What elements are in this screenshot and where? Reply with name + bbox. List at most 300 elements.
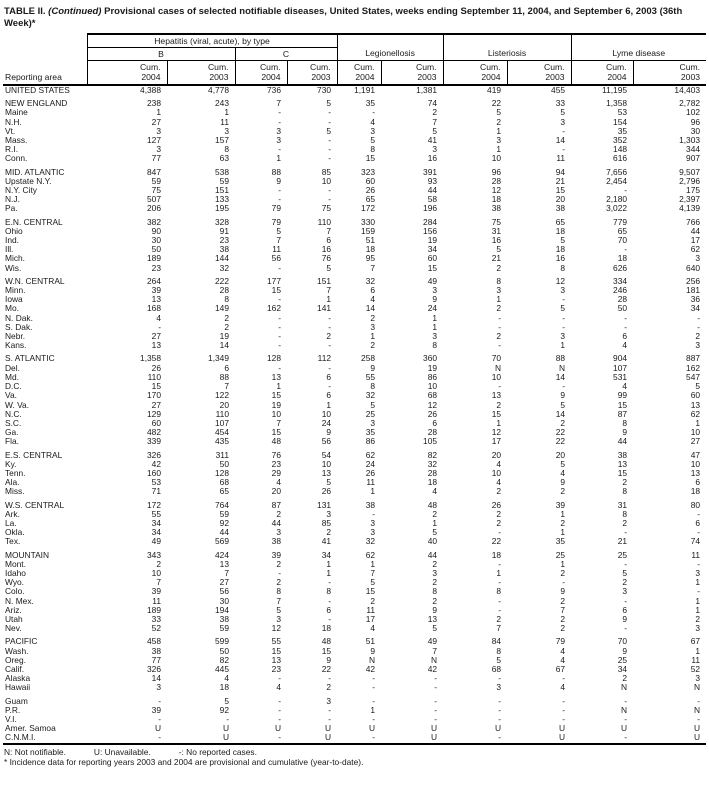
value-cell: 25 bbox=[617, 654, 628, 665]
value-cell: 12 bbox=[271, 623, 281, 634]
value-cell: 3 bbox=[560, 285, 566, 296]
value-cell: 11 bbox=[556, 153, 566, 164]
table-row bbox=[3, 428, 706, 437]
value-cell: - bbox=[278, 695, 281, 706]
value-cell: 5 bbox=[432, 527, 438, 538]
value-cell: 2,180 bbox=[606, 194, 628, 205]
value-cell: 4 bbox=[432, 486, 438, 497]
reporting-area-cell: La. bbox=[5, 517, 17, 528]
value-cell: 27 bbox=[151, 331, 161, 342]
reporting-area-cell: Ky. bbox=[5, 458, 17, 469]
table-row bbox=[3, 624, 706, 633]
value-cell: - bbox=[562, 673, 566, 684]
value-cell: 25 bbox=[555, 549, 566, 560]
table-row bbox=[3, 195, 706, 204]
reporting-area-cell: Ala. bbox=[5, 477, 20, 488]
value-cell: 168 bbox=[147, 303, 161, 314]
reporting-area-cell: UNITED STATES bbox=[5, 85, 70, 95]
reporting-area-cell: Iowa bbox=[5, 294, 23, 305]
value-cell: 2 bbox=[326, 331, 332, 342]
table-row bbox=[3, 615, 706, 624]
value-cell: 59 bbox=[219, 508, 229, 519]
value-cell: 11 bbox=[152, 595, 161, 606]
value-cell: 14 bbox=[219, 340, 229, 351]
value-cell: 92 bbox=[219, 704, 229, 715]
value-cell: 2 bbox=[560, 567, 566, 578]
legend-no-reported-cases: -: No reported cases. bbox=[178, 746, 257, 757]
value-cell: 15 bbox=[271, 390, 281, 401]
value-cell: 31 bbox=[491, 225, 502, 236]
value-cell: 15 bbox=[365, 153, 376, 164]
value-cell: 42 bbox=[151, 458, 161, 469]
value-cell: 538 bbox=[215, 166, 229, 177]
value-cell: 17 bbox=[491, 436, 502, 447]
table-row bbox=[3, 733, 706, 743]
value-cell: 3 bbox=[432, 567, 438, 578]
value-cell: 56 bbox=[271, 253, 281, 264]
table-row bbox=[3, 637, 706, 646]
value-cell: 2 bbox=[695, 331, 701, 342]
value-cell: 3 bbox=[156, 144, 161, 155]
value-cell: - bbox=[562, 144, 566, 155]
value-cell: 2 bbox=[496, 517, 502, 528]
value-cell: 32 bbox=[219, 262, 229, 273]
value-cell: 70 bbox=[617, 235, 628, 246]
table-row bbox=[3, 382, 706, 391]
reporting-area-cell: Mass. bbox=[5, 135, 28, 146]
value-cell: 507 bbox=[147, 194, 161, 205]
value-cell: 6 bbox=[326, 235, 332, 246]
reporting-area-cell: Tex. bbox=[5, 536, 21, 547]
reporting-area-cell: D.C. bbox=[5, 381, 22, 392]
value-cell: 5 bbox=[560, 303, 566, 314]
value-cell: 10 bbox=[321, 175, 332, 186]
value-cell: - bbox=[434, 673, 438, 684]
value-cell: - bbox=[624, 527, 628, 538]
value-cell: 13 bbox=[151, 340, 161, 351]
table-row bbox=[3, 227, 706, 236]
value-cell: 26 bbox=[151, 362, 161, 373]
value-cell: 84 bbox=[491, 636, 502, 647]
value-cell: 531 bbox=[613, 371, 628, 382]
value-cell: 2 bbox=[496, 486, 502, 497]
value-cell: 4 bbox=[276, 682, 281, 693]
value-cell: 599 bbox=[215, 636, 229, 647]
value-cell: 12 bbox=[427, 399, 438, 410]
value-cell: 23 bbox=[271, 458, 281, 469]
value-cell: 20 bbox=[219, 399, 229, 410]
reporting-area-cell: Ark. bbox=[5, 508, 20, 519]
value-cell: 18 bbox=[555, 225, 566, 236]
value-cell: 68 bbox=[427, 390, 438, 401]
column-header-cum-2004: Cum. 2004 bbox=[337, 61, 381, 86]
value-cell: 24 bbox=[365, 458, 376, 469]
value-cell: 85 bbox=[321, 517, 332, 528]
column-header-cum-2004: Cum. 2004 bbox=[571, 61, 633, 86]
value-cell: - bbox=[278, 116, 281, 127]
value-cell: - bbox=[278, 340, 281, 351]
value-cell: 344 bbox=[686, 144, 701, 155]
value-cell: 11 bbox=[366, 604, 376, 615]
value-cell: - bbox=[328, 107, 332, 118]
value-cell: 13 bbox=[427, 613, 438, 624]
value-cell: 10 bbox=[690, 427, 701, 438]
column-header-cum-2003: Cum. 2003 bbox=[287, 61, 337, 86]
reporting-area-cell: PACIFIC bbox=[5, 636, 38, 647]
value-cell: 13 bbox=[690, 399, 701, 410]
value-cell: - bbox=[697, 558, 701, 569]
table-row bbox=[3, 401, 706, 410]
value-cell: 38 bbox=[151, 645, 161, 656]
value-cell: 5 bbox=[276, 604, 281, 615]
table-row bbox=[3, 99, 706, 108]
value-cell: 48 bbox=[427, 499, 438, 510]
value-cell: 5 bbox=[326, 477, 332, 488]
value-cell: U bbox=[693, 723, 701, 734]
value-cell: 12 bbox=[491, 185, 502, 196]
value-cell: 44 bbox=[690, 225, 701, 236]
value-cell: - bbox=[697, 714, 701, 724]
value-cell: 1 bbox=[224, 107, 229, 118]
value-cell: 79 bbox=[271, 216, 281, 227]
incidence-footnote: * Incidence data for reporting years 2003 and 2004 are provisional and cumulative (year-to-date). bbox=[4, 756, 364, 767]
value-cell: - bbox=[328, 185, 332, 196]
value-cell: 3 bbox=[276, 613, 281, 624]
value-cell: 2 bbox=[622, 577, 628, 588]
value-cell: 9 bbox=[622, 427, 628, 438]
value-cell: 14 bbox=[555, 135, 566, 146]
value-cell: - bbox=[624, 732, 628, 743]
value-cell: 1 bbox=[560, 527, 566, 538]
value-cell: 9 bbox=[370, 362, 376, 373]
table-row bbox=[3, 578, 706, 587]
value-cell: 11 bbox=[691, 654, 701, 665]
value-cell: 1 bbox=[370, 486, 376, 497]
reporting-area-cell: V.I. bbox=[5, 714, 17, 724]
value-cell: 4 bbox=[560, 467, 566, 478]
value-cell: 28 bbox=[427, 467, 438, 478]
value-cell: 18 bbox=[321, 623, 332, 634]
value-cell: - bbox=[372, 682, 376, 693]
value-cell: 94 bbox=[555, 166, 566, 177]
value-cell: 1 bbox=[432, 312, 438, 323]
table-row bbox=[3, 254, 706, 263]
value-cell: 455 bbox=[551, 85, 566, 95]
value-cell: 30 bbox=[690, 125, 701, 136]
value-cell: 1,381 bbox=[416, 85, 438, 95]
value-cell: 7 bbox=[276, 98, 281, 109]
value-cell: 14,403 bbox=[674, 85, 701, 95]
value-cell: 13 bbox=[321, 467, 332, 478]
value-cell: 1 bbox=[496, 144, 502, 155]
value-cell: 3 bbox=[326, 508, 332, 519]
value-cell: 71 bbox=[151, 486, 161, 497]
value-cell: 99 bbox=[617, 390, 628, 401]
value-cell: 23 bbox=[271, 663, 281, 674]
value-cell: 52 bbox=[151, 623, 161, 634]
value-cell: 3 bbox=[560, 331, 566, 342]
table-row bbox=[3, 437, 706, 446]
value-cell: N bbox=[558, 362, 566, 373]
value-cell: 96 bbox=[491, 166, 502, 177]
value-cell: 170 bbox=[147, 390, 161, 401]
value-cell: 2 bbox=[496, 262, 502, 273]
table-row bbox=[3, 391, 706, 400]
value-cell: 2 bbox=[432, 107, 438, 118]
value-cell: 30 bbox=[219, 595, 229, 606]
value-cell: 2 bbox=[622, 517, 628, 528]
value-cell: 2 bbox=[224, 312, 229, 323]
value-cell: 8 bbox=[496, 645, 502, 656]
value-cell: 156 bbox=[423, 225, 438, 236]
value-cell: 6 bbox=[326, 390, 332, 401]
value-cell: U bbox=[620, 723, 628, 734]
value-cell: 34 bbox=[427, 244, 438, 255]
value-cell: 435 bbox=[215, 436, 229, 447]
table-row bbox=[3, 724, 706, 733]
value-cell: 110 bbox=[317, 216, 332, 227]
value-cell: 4 bbox=[224, 673, 229, 684]
value-cell: 10 bbox=[491, 371, 502, 382]
value-cell: 454 bbox=[215, 427, 229, 438]
value-cell: 157 bbox=[215, 135, 229, 146]
table-row bbox=[3, 469, 706, 478]
value-cell: - bbox=[624, 623, 628, 634]
table-row bbox=[3, 332, 706, 341]
value-cell: 8 bbox=[560, 262, 566, 273]
table-row bbox=[3, 304, 706, 313]
value-cell: - bbox=[278, 294, 281, 305]
value-cell: 9 bbox=[326, 654, 332, 665]
value-cell: U bbox=[368, 723, 376, 734]
value-cell: 8 bbox=[432, 586, 438, 597]
value-cell: U bbox=[430, 723, 438, 734]
value-cell: 3 bbox=[695, 253, 701, 264]
value-cell: 32 bbox=[365, 536, 376, 547]
value-cell: 6 bbox=[326, 371, 332, 382]
value-cell: 80 bbox=[690, 499, 701, 510]
value-cell: 9 bbox=[622, 645, 628, 656]
value-cell: 9 bbox=[622, 613, 628, 624]
value-cell: 5 bbox=[326, 125, 332, 136]
reporting-area-cell: Wash. bbox=[5, 645, 29, 656]
value-cell: 110 bbox=[215, 408, 229, 419]
value-cell: - bbox=[498, 732, 502, 743]
value-cell: 7 bbox=[224, 381, 229, 392]
value-cell: 326 bbox=[147, 663, 161, 674]
value-cell: 3 bbox=[276, 135, 281, 146]
table-footer bbox=[4, 747, 705, 767]
value-cell: 352 bbox=[613, 135, 628, 146]
reporting-area-cell: Mich. bbox=[5, 253, 26, 264]
value-cell: 5 bbox=[276, 225, 281, 236]
notifiable-diseases-table bbox=[3, 33, 706, 745]
value-cell: 1 bbox=[695, 577, 701, 588]
value-cell: 63 bbox=[219, 153, 229, 164]
value-cell: 10 bbox=[491, 467, 502, 478]
value-cell: 23 bbox=[219, 235, 229, 246]
value-cell: 328 bbox=[215, 216, 229, 227]
table-row bbox=[3, 286, 706, 295]
value-cell: 11 bbox=[691, 549, 701, 560]
table-row bbox=[3, 451, 706, 460]
table-row bbox=[3, 656, 706, 665]
value-cell: 189 bbox=[147, 604, 161, 615]
value-cell: 256 bbox=[686, 275, 701, 286]
table-row bbox=[3, 118, 706, 127]
value-cell: 730 bbox=[317, 85, 332, 95]
value-cell: 458 bbox=[147, 636, 161, 647]
reporting-area-cell: Idaho bbox=[5, 567, 26, 578]
value-cell: N bbox=[368, 654, 376, 665]
value-cell: 222 bbox=[215, 275, 229, 286]
value-cell: 44 bbox=[219, 527, 229, 538]
value-cell: 5 bbox=[326, 262, 332, 273]
value-cell: 9 bbox=[370, 645, 376, 656]
value-cell: 38 bbox=[219, 613, 229, 624]
value-cell: 4 bbox=[496, 477, 502, 488]
value-cell: U bbox=[222, 723, 229, 734]
table-row bbox=[3, 186, 706, 195]
value-cell: 15 bbox=[151, 381, 161, 392]
reporting-area-cell: W. Va. bbox=[5, 399, 30, 410]
value-cell: 2 bbox=[370, 340, 376, 351]
reporting-area-cell: Vt. bbox=[5, 125, 16, 136]
value-cell: - bbox=[278, 673, 281, 684]
value-cell: 8 bbox=[622, 486, 628, 497]
value-cell: 21 bbox=[617, 536, 628, 547]
table-row bbox=[3, 127, 706, 136]
value-cell: 482 bbox=[147, 427, 161, 438]
value-cell: 9 bbox=[560, 477, 566, 488]
reporting-area-cell: Nev. bbox=[5, 623, 22, 634]
table-title bbox=[4, 6, 705, 29]
value-cell: 70 bbox=[617, 636, 628, 647]
value-cell: 88 bbox=[219, 371, 229, 382]
value-cell: U bbox=[494, 723, 502, 734]
value-cell: 41 bbox=[321, 536, 332, 547]
value-cell: 7 bbox=[224, 567, 229, 578]
value-cell: 2 bbox=[370, 312, 376, 323]
value-cell: 1 bbox=[560, 340, 566, 351]
reporting-area-cell: Del. bbox=[5, 362, 20, 373]
value-cell: 15 bbox=[271, 645, 281, 656]
column-header-cum-2004: Cum. 2004 bbox=[235, 61, 287, 86]
value-cell: - bbox=[158, 732, 161, 743]
value-cell: 1 bbox=[496, 567, 502, 578]
value-cell: 3 bbox=[432, 331, 438, 342]
value-cell: 28 bbox=[219, 285, 229, 296]
value-cell: - bbox=[226, 714, 229, 724]
value-cell: 3 bbox=[276, 125, 281, 136]
value-cell: 14 bbox=[555, 408, 566, 419]
value-cell: - bbox=[434, 704, 438, 715]
value-cell: 144 bbox=[215, 253, 229, 264]
value-cell: 4 bbox=[622, 340, 628, 351]
value-cell: - bbox=[697, 527, 701, 538]
reporting-area-cell: W.S. CENTRAL bbox=[5, 499, 65, 510]
value-cell: 1 bbox=[695, 604, 701, 615]
value-cell: 569 bbox=[215, 536, 229, 547]
value-cell: - bbox=[372, 107, 376, 118]
reporting-area-cell: S. Dak. bbox=[5, 321, 33, 332]
value-cell: 49 bbox=[151, 536, 161, 547]
reporting-area-cell: N.C. bbox=[5, 408, 22, 419]
value-cell: 264 bbox=[147, 275, 161, 286]
value-cell: 16 bbox=[555, 253, 566, 264]
value-cell: 5 bbox=[496, 244, 502, 255]
reporting-area-cell: Hawaii bbox=[5, 682, 31, 693]
reporting-area-cell: Ill. bbox=[5, 244, 14, 255]
reporting-area-cell: N.J. bbox=[5, 194, 20, 205]
value-cell: - bbox=[328, 381, 332, 392]
table-title-continued: (Continued) bbox=[48, 6, 102, 17]
reporting-area-cell: Md. bbox=[5, 371, 19, 382]
reporting-area-cell: C.N.M.I. bbox=[5, 732, 36, 743]
value-cell: 41 bbox=[427, 135, 438, 146]
value-cell: 28 bbox=[427, 427, 438, 438]
table-row bbox=[3, 460, 706, 469]
value-cell: 151 bbox=[215, 185, 229, 196]
value-cell: 3 bbox=[496, 135, 502, 146]
value-cell: 33 bbox=[555, 98, 566, 109]
value-cell: 82 bbox=[219, 654, 229, 665]
value-cell: 54 bbox=[321, 449, 332, 460]
table-row bbox=[3, 177, 706, 186]
value-cell: 129 bbox=[147, 408, 161, 419]
value-cell: 9 bbox=[560, 586, 566, 597]
value-cell: 2 bbox=[276, 558, 281, 569]
value-cell: 1 bbox=[326, 294, 332, 305]
value-cell: 32 bbox=[365, 390, 376, 401]
value-cell: 19 bbox=[271, 399, 281, 410]
value-cell: 7 bbox=[432, 116, 438, 127]
value-cell: 8 bbox=[496, 275, 502, 286]
table-row bbox=[3, 510, 706, 519]
legend-not-notifiable: N: Not notifiable. bbox=[4, 746, 66, 757]
value-cell: 22 bbox=[491, 98, 502, 109]
value-cell: 2 bbox=[560, 613, 566, 624]
value-cell: U bbox=[558, 732, 566, 743]
table-row bbox=[3, 501, 706, 510]
reporting-area-cell: Alaska bbox=[5, 673, 31, 684]
value-cell: 189 bbox=[147, 253, 161, 264]
value-cell: - bbox=[697, 695, 701, 706]
value-cell: 4,778 bbox=[208, 85, 229, 95]
value-cell: 5 bbox=[326, 98, 332, 109]
table-row bbox=[3, 168, 706, 177]
value-cell: 2 bbox=[432, 595, 438, 606]
value-cell: 38 bbox=[219, 244, 229, 255]
value-cell: 7 bbox=[496, 623, 502, 634]
value-cell: 131 bbox=[317, 499, 332, 510]
value-cell: - bbox=[328, 595, 332, 606]
table-row bbox=[3, 145, 706, 154]
reporting-area-cell: Nebr. bbox=[5, 331, 26, 342]
value-cell: - bbox=[278, 144, 281, 155]
value-cell: 9 bbox=[432, 294, 438, 305]
reporting-area-cell: Kans. bbox=[5, 340, 27, 351]
reporting-area-cell: Va. bbox=[5, 390, 17, 401]
value-cell: - bbox=[697, 321, 701, 332]
value-cell: 6 bbox=[326, 604, 332, 615]
value-cell: - bbox=[624, 595, 628, 606]
table-row bbox=[3, 560, 706, 569]
column-header-lyme-disease: Lyme disease bbox=[571, 34, 706, 61]
value-cell: 7 bbox=[276, 417, 281, 428]
value-cell: 27 bbox=[690, 436, 701, 447]
value-cell: - bbox=[498, 321, 502, 332]
